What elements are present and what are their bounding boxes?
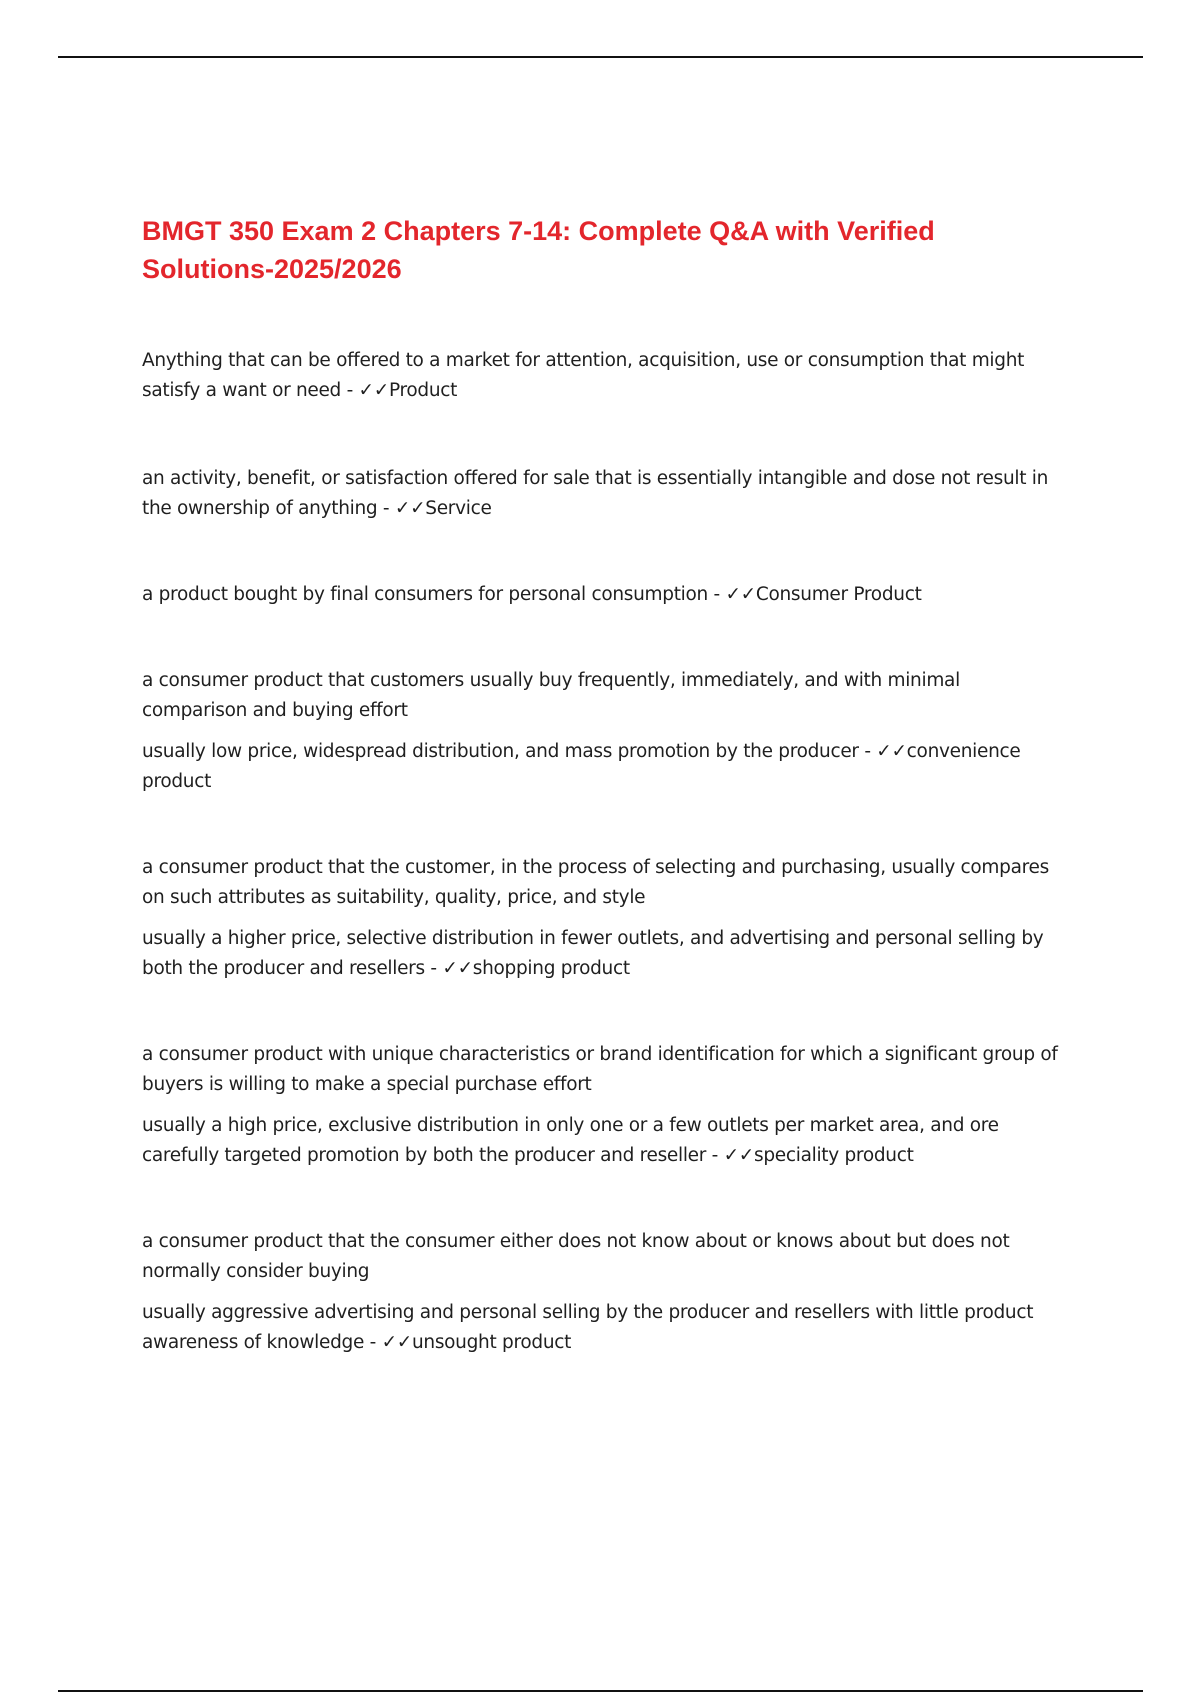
qa-item-service: [142, 464, 1062, 524]
qa-item-text: a consumer product with unique characteristics or brand identification for which a significant group of buyers is willing to make a special purchase effort: [142, 1044, 1058, 1095]
qa-item-text: a consumer product that the consumer either does not know about or knows about but does not normally consider buying: [142, 1231, 1010, 1282]
qa-item-product: [142, 346, 1062, 406]
qa-item-shopping-product: [142, 853, 1062, 984]
qa-item-detail: usually a higher price, selective distribution in fewer outlets, and advertising and personal selling by both the producer and resellers - ✓✓shopping product: [142, 928, 1044, 979]
qa-item-detail: usually low price, widespread distribution, and mass promotion by the producer - ✓✓convenience product: [142, 741, 1021, 792]
document-title: BMGT 350 Exam 2 Chapters 7-14: Complete Q&A with Verified Solutions-2025/2026: [142, 216, 935, 284]
qa-item-text: Anything that can be offered to a market for attention, acquisition, use or consumption that might satisfy a want or need - ✓✓Product: [142, 350, 1025, 401]
qa-item-unsought-product: [142, 1227, 1062, 1358]
qa-item-speciality-product: [142, 1040, 1062, 1171]
qa-item-text: an activity, benefit, or satisfaction offered for sale that is essentially intangible and dose not result in the ownership of anything - ✓✓Service: [142, 468, 1049, 519]
header-rule: [58, 56, 1143, 58]
qa-item-detail: usually a high price, exclusive distribution in only one or a few outlets per market area, and ore carefully targeted promotion by both the producer and reseller - ✓✓speciality product: [142, 1115, 999, 1166]
footer-rule: [58, 1690, 1143, 1692]
qa-item-text: a consumer product that the customer, in the process of selecting and purchasing, usually compares on such attributes as suitability, quality, price, and style: [142, 857, 1049, 908]
qa-item-convenience-product: [142, 666, 1062, 797]
qa-item-consumer-product: [142, 580, 1062, 610]
qa-item-text: a product bought by final consumers for personal consumption - ✓✓Consumer Product: [142, 584, 922, 605]
qa-item-text: a consumer product that customers usually buy frequently, immediately, and with minimal comparison and buying effort: [142, 670, 960, 721]
qa-item-detail: usually aggressive advertising and personal selling by the producer and resellers with little product awareness of knowledge - ✓✓unsought product: [142, 1302, 1034, 1353]
document-body: [142, 212, 1062, 1358]
qa-list: [142, 346, 1062, 1358]
